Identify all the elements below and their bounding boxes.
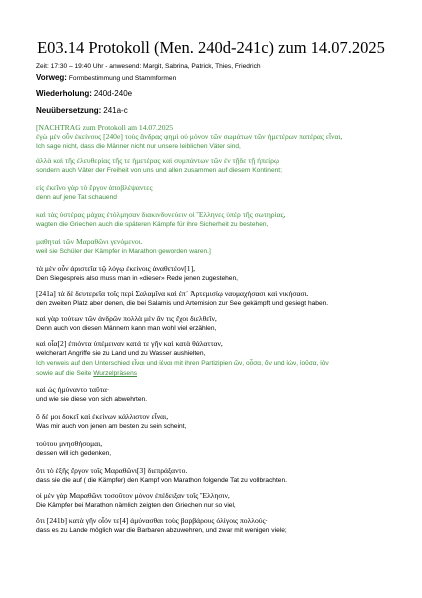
wiederholung-label: Wiederholung: bbox=[36, 89, 92, 98]
greek-line-e: καὶ ὡς ἠμύναντο ταῦτα· bbox=[36, 385, 110, 394]
nachtrag-german-4: wagten die Griechen auch die späteren Kämpfe für ihre Sicherheit zu bestehen, bbox=[36, 221, 269, 228]
nachtrag-german-5: weil sie Schüler der Kämpfer in Marathon geworden waren.] bbox=[36, 248, 211, 255]
german-line-e: und wie sie diese von sich abwehrten. bbox=[36, 396, 148, 403]
page-title: E03.14 Protokoll (Men. 240d-241c) zum 14.07.2025 bbox=[37, 38, 385, 57]
vorweg-text: Formbestimmung und Stammformen bbox=[68, 75, 177, 82]
vorweg-label: Vorweg: bbox=[36, 73, 67, 82]
neu-text: 241a-c bbox=[103, 106, 128, 115]
nachtrag-german-2: sondern auch Väter der Freiheit von uns und allen zusammen auf diesem Kontinent; bbox=[36, 167, 282, 174]
note-wurzelpraesens bbox=[36, 369, 137, 378]
greek-line-j: ὅτι [241b] κατὰ γῆν οἷόν τε[4] ἀμύνασθαι τοὺς βαρβάρους ὀλίγοις πολλούς· bbox=[36, 516, 269, 525]
nachtrag-greek-1: ἐγὼ μὲν οὖν ἐκείνους [240e] τοὺς ἄνδρας φημὶ οὐ μόνον τῶν σωμάτων τῶν ἡμετέρων πατέρας εἶναι, bbox=[36, 132, 343, 141]
meta-neuuebersetzung bbox=[36, 106, 128, 115]
greek-line-i: οἱ μὲν γὰρ Μαραθῶνι τοσοῦτον μόνον ἐπέδειξαν τοῖς Ἕλλησιν, bbox=[36, 491, 230, 500]
meta-time-attendees: Zeit: 17:30 – 19:40 Uhr - anwesend: Margit, Sabrina, Patrick, Thies, Friedrich bbox=[36, 63, 261, 70]
greek-line-f: ὃ δέ μοι δοκεῖ καὶ ἐκείνων κάλλιστον εἶναι, bbox=[36, 412, 169, 421]
german-line-h: dass sie die auf ( die Kämpfer) den Kampf von Marathon folgende Tat zu vollbrachten. bbox=[36, 477, 287, 484]
note-participles: Ich verweis auf den Unterschied εἶναι und ἰέναι mit ihren Partizipien ὤν, οὖσα, ὄν und ἰών, ἰοῦσα, ἰόν bbox=[36, 360, 329, 367]
nachtrag-greek-4: καὶ τὰς ὑστέρας μάχας ἐτόλμησαν διακινδυνεύειν οἱ Ἕλληνες ὑπὲρ τῆς σωτηρίας, bbox=[36, 210, 286, 219]
german-line-g: dessen will ich gedenken, bbox=[36, 450, 112, 457]
greek-line-h: ὅτι τὸ ἑξῆς ἔργον τοῖς Μαραθῶνι[3] διεπράξαντο. bbox=[36, 466, 188, 475]
german-line-b: den zweiten Platz aber denen, die bei Salamis und Artemision zur See gekämpft und gesiegt haben. bbox=[36, 300, 329, 307]
meta-vorweg bbox=[36, 73, 176, 83]
nachtrag-greek-2: ἀλλὰ καὶ τῆς ἐλευθερίας τῆς τε ἡμετέρας καὶ συμπάντων τῶν ἐν τῇδε τῇ ἠπείρῳ bbox=[36, 156, 279, 165]
german-line-i: Die Kämpfer bei Marathon nämlich zeigten den Griechen nur so viel, bbox=[36, 502, 236, 509]
nachtrag-german-3: denn auf jene Tat schauend bbox=[36, 194, 117, 201]
wurzelpraesens-link[interactable]: Wurzelpräsens bbox=[93, 370, 138, 377]
greek-line-g: τούτου μνησθήσομαι, bbox=[36, 439, 103, 448]
german-line-j: dass es zu Lande möglich war die Barbaren abzuwehren, und zwar mit wenigen viele; bbox=[36, 527, 287, 534]
german-line-c: Denn auch von diesen Männern kann man wohl viel erzählen, bbox=[36, 325, 217, 332]
greek-line-c: καὶ γὰρ τούτων τῶν ἀνδρῶν πολλὰ μὲν ἄν τις ἔχοι διελθεῖν, bbox=[36, 314, 217, 323]
german-line-f: Was mir auch von jenen am besten zu sein scheint, bbox=[36, 423, 187, 430]
meta-wiederholung bbox=[36, 89, 132, 98]
german-line-d: welcherart Angriffe sie zu Land und zu Wasser aushielten, bbox=[36, 350, 206, 357]
greek-line-a: τὰ μὲν οὖν ἀριστεῖα τῷ λόγῳ ἐκείνοις ἀναθετέον[1], bbox=[36, 264, 196, 273]
greek-line-d: καὶ οἷα[2] ἐπιόντα ὑπέμειναν κατά τε γῆν καὶ κατὰ θάλατταν, bbox=[36, 339, 223, 348]
nachtrag-german-1: Ich sage nicht, dass die Männer nicht nur unsere leiblichen Väter sind, bbox=[36, 143, 241, 150]
nachtrag-greek-3: εἰς ἐκεῖνο γὰρ τὸ ἔργον ἀποβλέψαντες bbox=[36, 183, 153, 192]
nachtrag-greek-5: μαθηταὶ τῶν Μαραθῶνι γενόμενοι. bbox=[36, 237, 143, 246]
german-line-a: Den Siegespreis also muss man in «dieser» Rede jenen zugestehen, bbox=[36, 275, 238, 282]
greek-line-b: [241a] τὰ δὲ δευτερεῖα τοῖς περὶ Σαλαμῖνα καὶ ἐπ᾽ Ἀρτεμισίῳ ναυμαχήσασι καὶ νικήσασι. bbox=[36, 289, 309, 298]
note-wurzelpraesens-text: sowie auf die Seite bbox=[36, 370, 94, 377]
neu-label: Neuübersetzung: bbox=[36, 106, 102, 115]
nachtrag-header: [NACHTRAG zum Protokoll am 14.07.2025 bbox=[36, 123, 174, 132]
wiederholung-text: 240d-240e bbox=[93, 89, 133, 98]
